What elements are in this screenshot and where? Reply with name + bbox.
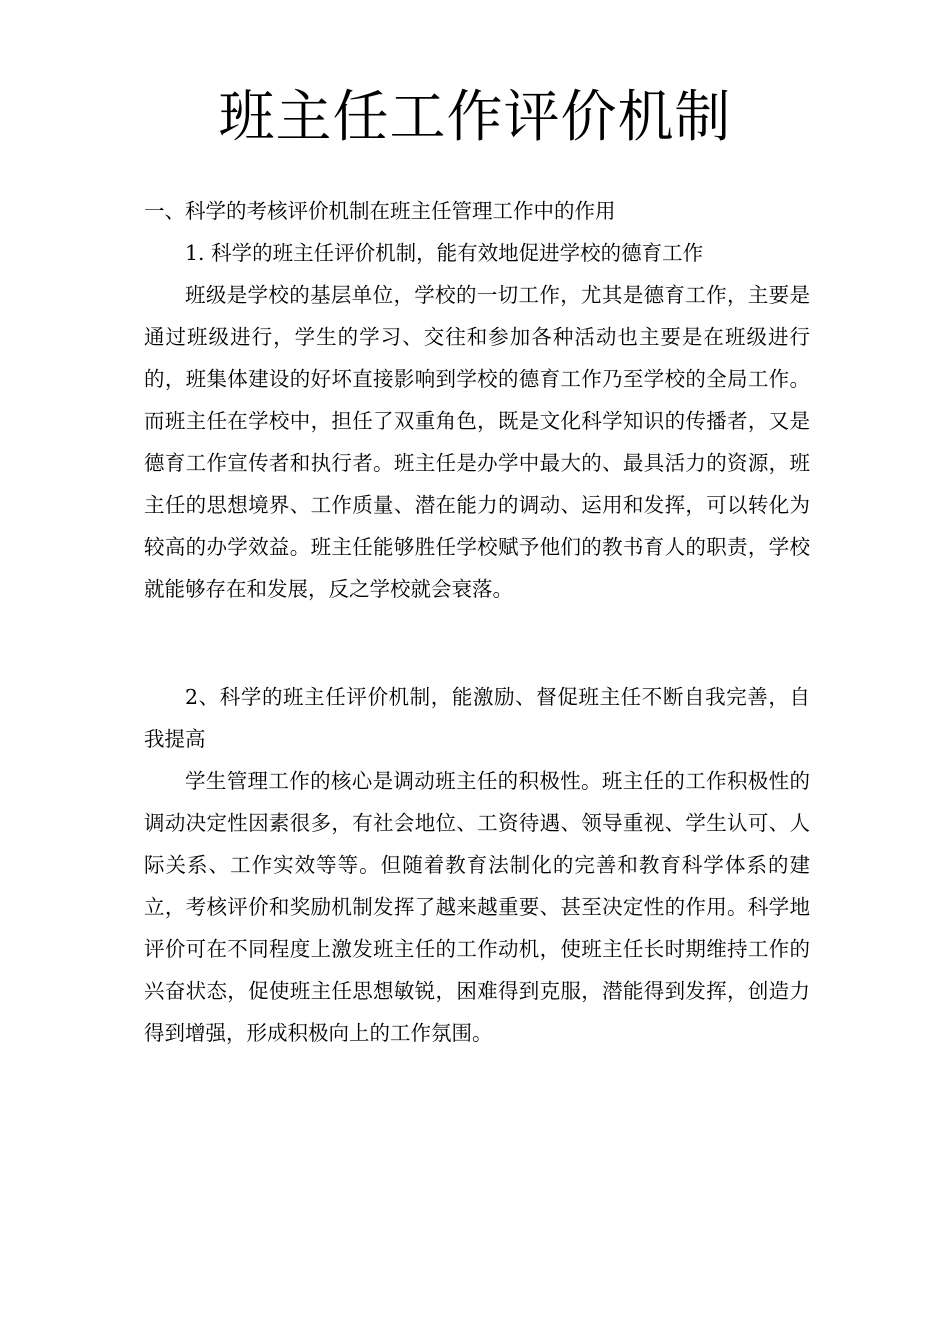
subheading-1: 1. 科学的班主任评价机制，能有效地促进学校的德育工作 — [185, 241, 704, 265]
paragraph-1: 班级是学校的基层单位，学校的一切工作，尤其是德育工作，主要是通过班级进行，学生的学习、交往和参加各种活动也主要是在班级进行的，班集体建设的好坏直接影响到学校的德育工作乃至学校的全局工作。而班主任在学校中，担任了双重角色，既是文化科学知识的传播者，又是德育工作宣传者和执行者。班主任是办学中最大的、最具活力的资源，班主任的思想境界、工作质量、潜在能力的调动、运用和发挥，可以转化为较高的办学效益。班主任能够胜任学校赋予他们的教书育人的职责，学校就能够存在和发展，反之学校就会衰落。 — [144, 283, 810, 601]
subheading-2: 2、科学的班主任评价机制，能激励、督促班主任不断自我完善，自我提高 — [144, 685, 810, 751]
section-heading: 一、科学的考核评价机制在班主任管理工作中的作用 — [144, 199, 616, 223]
paragraph-2: 学生管理工作的核心是调动班主任的积极性。班主任的工作积极性的调动决定性因素很多，有社会地位、工资待遇、领导重视、学生认可、人际关系、工作实效等等。但随着教育法制化的完善和教育科学体系的建立，考核评价和奖励机制发挥了越来越重要、甚至决定性的作用。科学地评价可在不同程度上激发班主任的工作动机，使班主任长时期维持工作的兴奋状态，促使班主任思想敏锐，困难得到克服，潜能得到发挥，创造力得到增强，形成积极向上的工作氛围。 — [144, 769, 810, 1045]
document-body — [144, 190, 810, 1054]
document-title: 班主任工作评价机制 — [218, 85, 732, 150]
paragraph-spacer — [144, 610, 810, 676]
